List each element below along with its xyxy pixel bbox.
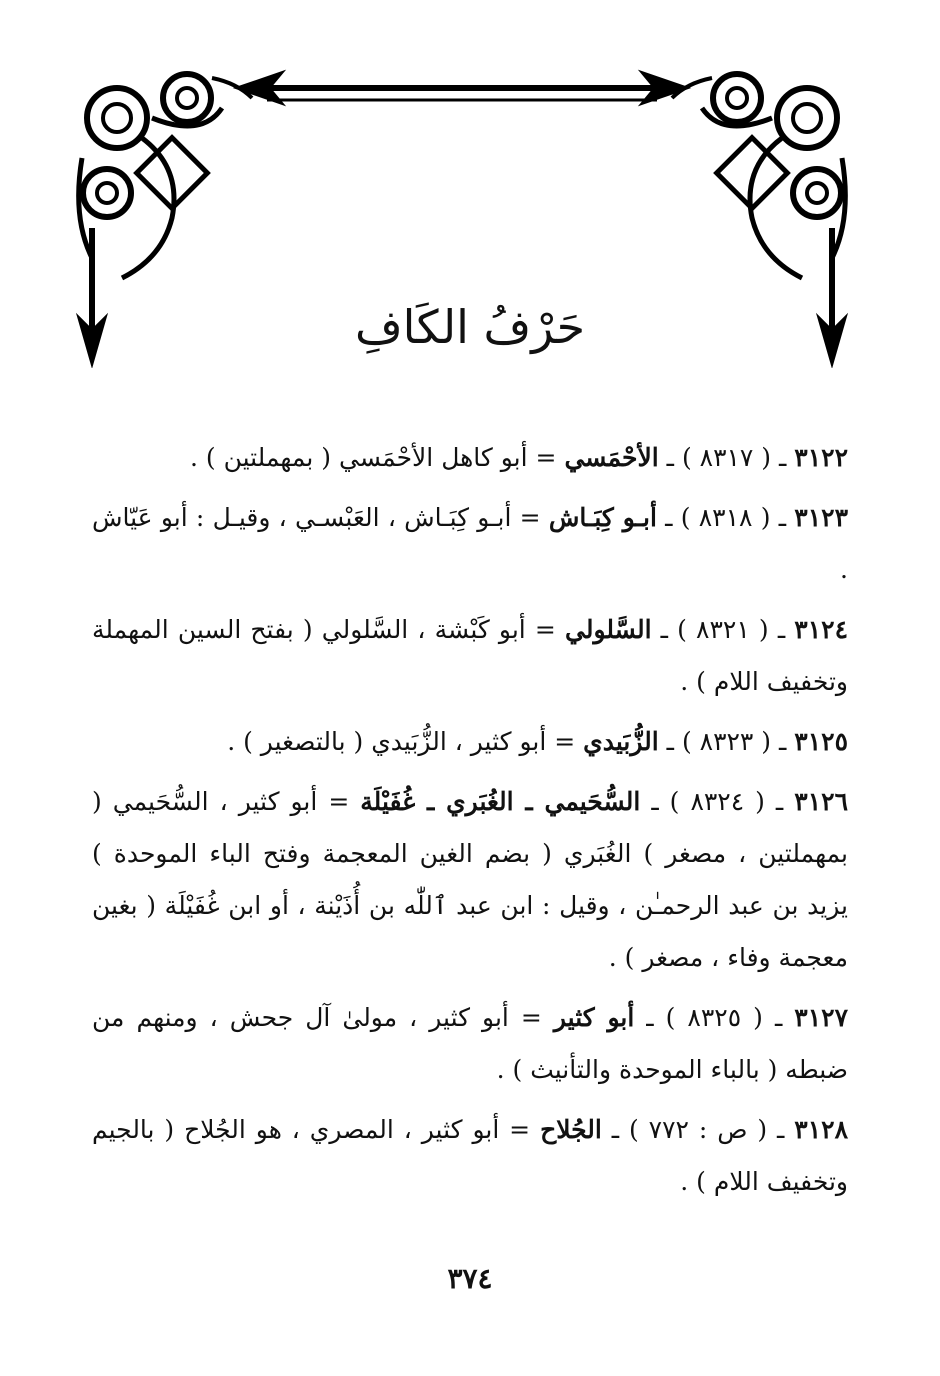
list-item: ٣١٢٥ ـ ( ٨٣٢٣ ) ـ الزُّبَيدي = أبو كثير ، الزُّبَيدي ( بالتصغير ) . <box>227 727 848 756</box>
entry-text: = أبو كَبْشة ، السَّلولي ( بفتح السين المهملة وتخفيف اللام ) . <box>92 615 848 696</box>
entry-ref: ( ٨٣٢٤ ) <box>669 787 765 816</box>
entry-number: ٣١٢٨ <box>794 1115 849 1144</box>
list-item: ٣١٢٨ ـ ( ص : ٧٧٢ ) ـ الجُلاح = أبو كثير ، المصري ، هو الجُلاح ( بالجيم وتخفيف اللام ) . <box>92 1115 849 1196</box>
entry-text: = أبو كثير ، الزُّبَيدي ( بالتصغير ) . <box>227 727 576 756</box>
entry-ref: ( ص : ٧٧٢ ) <box>629 1115 768 1144</box>
entry-number: ٣١٢٧ <box>794 1003 849 1032</box>
list-item: ٣١٢٧ ـ ( ٨٣٢٥ ) ـ أبو كثير = أبو كثير ، مولىٰ آل جحش ، ومنهم من ضبطه ( بالباء الموحدة والتأنيث ) . <box>92 1003 849 1084</box>
list-item: ٣١٢٢ ـ ( ٨٣١٧ ) ـ الأحْمَسي = أبو كاهل الأحْمَسي ( بمهملتين ) . <box>189 443 848 472</box>
entry-text: = أبو كثير ، المصري ، هو الجُلاح ( بالجيم وتخفيف اللام ) . <box>92 1115 848 1196</box>
list-item: ٣١٢٣ ـ ( ٨٣١٨ ) ـ أبـو كِبَـاش = أبـو كِبَـاش ، العَبْسـي ، وقيـل : أبو عَيّاش . <box>92 503 848 584</box>
entry-number: ٣١٢٥ <box>794 727 848 756</box>
entry-number: ٣١٢٦ <box>794 787 848 816</box>
list-item: ٣١٢٤ ـ ( ٨٣٢١ ) ـ السَّلولي = أبو كَبْشة ، السَّلولي ( بفتح السين المهملة وتخفيف اللام ) . <box>92 615 849 696</box>
section-title: حَرْفُ الكَافِ <box>354 300 586 354</box>
entry-name: السَّلولي <box>565 615 652 644</box>
entry-text: = أبو كثير ، السُّحَيمي ( بمهملتين ، مصغر ) الغُبَري ( بضم الغين المعجمة وفتح الباء الموحدة ) يزيد بن عبد الرحمـٰن ، وقيل : ابن عبد ٱللّٰه بن أُذَيْنة ، أو ابن غُفَيْلَة ( بغين معجمة وفاء ، مصغر ) . <box>92 787 848 972</box>
entry-number: ٣١٢٤ <box>794 615 849 644</box>
entry-name: الأحْمَسي <box>564 443 659 472</box>
entry-ref: ( ٨٣١٧ ) <box>681 443 772 472</box>
entry-name: أبـو كِبَـاش <box>548 503 657 532</box>
list-item: ٣١٢٦ ـ ( ٨٣٢٤ ) ـ السُّحَيمي ـ الغُبَري ـ غُفَيْلَة = أبو كثير ، السُّحَيمي ( بمهملتين ، مصغر ) الغُبَري ( بضم الغين المعجمة وفتح الباء الموحدة ) يزيد بن عبد الرحمـٰن ، وقيل : ابن عبد ٱللّٰه بن أُذَيْنة ، أو ابن غُفَيْلَة ( بغين معجمة وفاء ، مصغر ) . <box>92 787 848 972</box>
entry-name: السُّحَيمي ـ الغُبَري ـ غُفَيْلَة <box>360 787 641 816</box>
entry-number: ٣١٢٢ <box>794 443 848 472</box>
entry-ref: ( ٨٣٢١ ) <box>677 615 769 644</box>
entry-number: ٣١٢٣ <box>794 503 848 532</box>
entry-name: الزُّبَيدي <box>583 727 659 756</box>
entry-text: = أبو كاهل الأحْمَسي ( بمهملتين ) . <box>189 443 557 472</box>
entry-ref: ( ٨٣٢٣ ) <box>681 727 772 756</box>
entry-text: = أبو كثير ، مولىٰ آل جحش ، ومنهم من ضبطه ( بالباء الموحدة والتأنيث ) . <box>92 1003 848 1084</box>
entry-ref: ( ٨٣٢٥ ) <box>665 1003 763 1032</box>
entry-name: الجُلاح <box>540 1115 602 1144</box>
entry-ref: ( ٨٣١٨ ) <box>680 503 771 532</box>
entries-list <box>92 432 848 1216</box>
page-number: ٣٧٤ <box>447 1262 493 1295</box>
entry-name: أبو كثير <box>553 1003 635 1032</box>
entry-text: = أبـو كِبَـاش ، العَبْسـي ، وقيـل : أبو عَيّاش . <box>92 503 848 584</box>
